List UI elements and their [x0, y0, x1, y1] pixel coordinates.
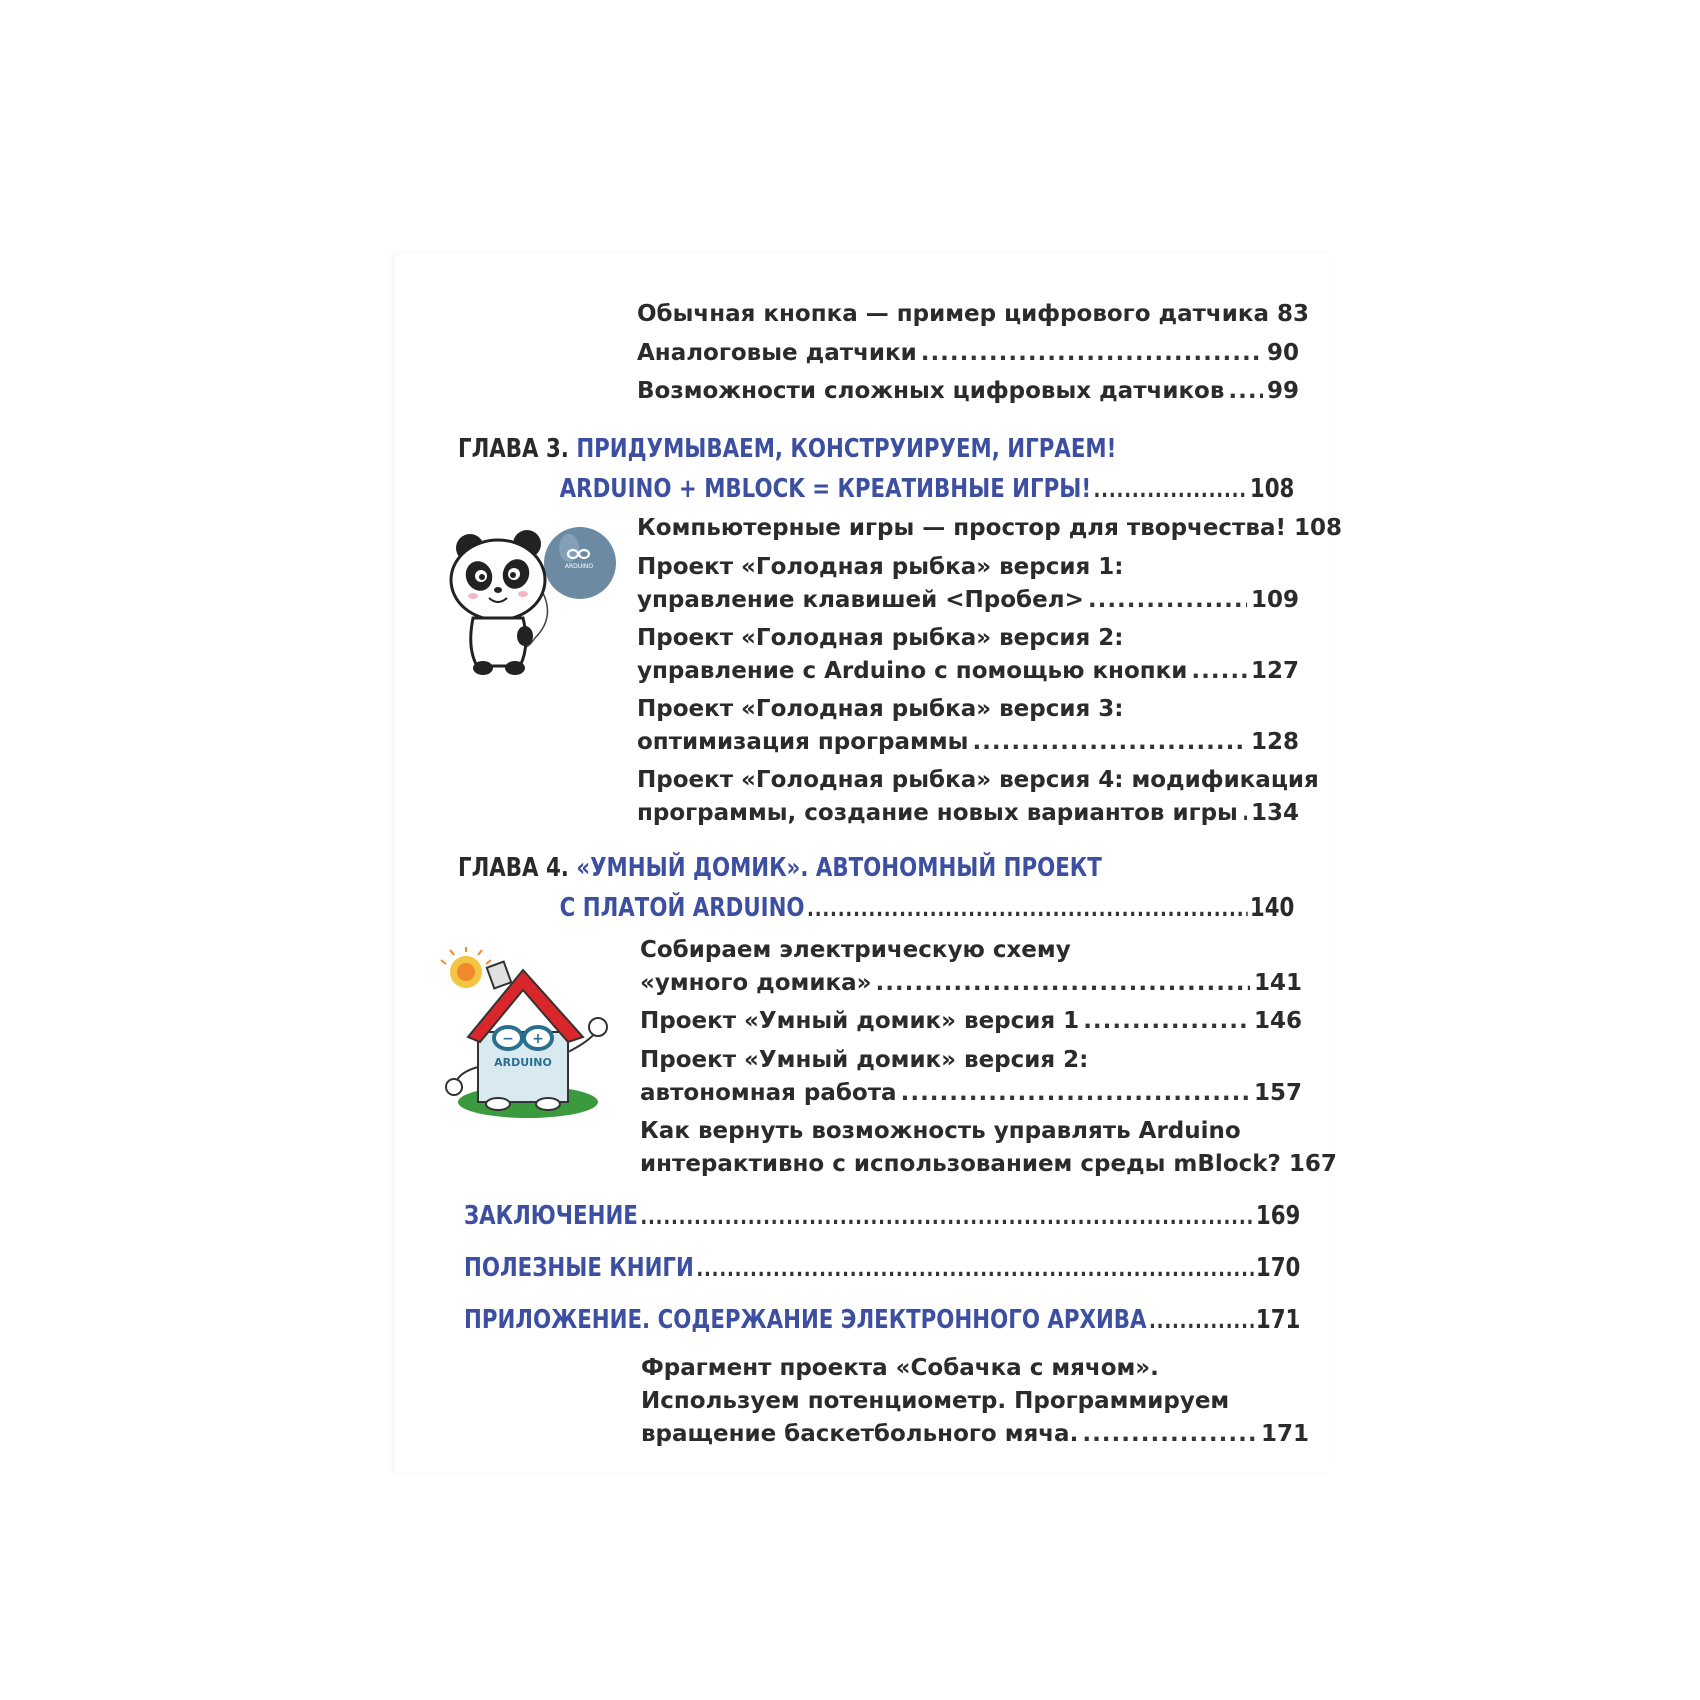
toc-entry: Проект «Голодная рыбка» версия 4: модификация программы, создание новых вариантов игры ..... 134: [637, 764, 1299, 830]
toc-entry: Проект «Умный домик» версия 1 ..... 146: [640, 1005, 1302, 1038]
toc-entry: Фрагмент проекта «Собачка с мячом». Используем потенциометр. Программируем вращение баскетбольного мяча. ..... 171: [641, 1352, 1309, 1451]
section-conclusion: ЗАКЛЮЧЕНИЕ ..... 169: [464, 1196, 1300, 1238]
svg-text:+: +: [532, 1031, 544, 1047]
toc-entry: Аналоговые датчики ..... 90: [637, 337, 1299, 370]
panda-balloon-illustration: [445, 518, 620, 678]
toc-entry: Проект «Голодная рыбка» версия 3: оптимизация программы ..... 128: [637, 693, 1299, 759]
toc-entry: Собираем электрическую схему «умного домика» ..... 141: [640, 934, 1302, 1000]
svg-text:ARDUINO: ARDUINO: [494, 1056, 552, 1069]
toc-entry: Как вернуть возможность управлять Arduino интерактивно с использованием среды mBlock? 167: [640, 1118, 1337, 1177]
toc-entry: Возможности сложных цифровых датчиков ..... 99: [637, 375, 1299, 408]
toc-entry: Проект «Голодная рыбка» версия 2: управление с Arduino с помощью кнопки ..... 127: [637, 622, 1299, 688]
smart-house-illustration: [438, 942, 613, 1122]
section-useful-books: ПОЛЕЗНЫЕ КНИГИ ..... 170: [464, 1248, 1300, 1290]
section-appendix: ПРИЛОЖЕНИЕ. СОДЕРЖАНИЕ ЭЛЕКТРОННОГО АРХИВА ..... 171: [464, 1300, 1300, 1342]
toc-entry: Обычная кнопка — пример цифрового датчика 83: [637, 301, 1309, 327]
chapter-3-heading: ГЛАВА 3. ПРИДУМЫВАЕМ, КОНСТРУИРУЕМ, ИГРАЕМ! ARDUINO + MBLOCK = КРЕАТИВНЫЕ ИГРЫ! ..... 108: [458, 429, 1294, 511]
svg-text:ARDUINO: ARDUINO: [564, 563, 594, 570]
toc-entry: Компьютерные игры — простор для творчества! 108: [637, 515, 1342, 541]
toc-entry: Проект «Умный домик» версия 2: автономная работа ..... 157: [640, 1044, 1302, 1110]
toc-entry: Проект «Голодная рыбка» версия 1: управление клавишей <Пробел> ..... 109: [637, 551, 1299, 617]
chapter-4-heading: ГЛАВА 4. «УМНЫЙ ДОМИК». АВТОНОМНЫЙ ПРОЕКТ С ПЛАТОЙ ARDUINO ..... 140: [458, 848, 1294, 930]
svg-text:−: −: [502, 1031, 514, 1047]
